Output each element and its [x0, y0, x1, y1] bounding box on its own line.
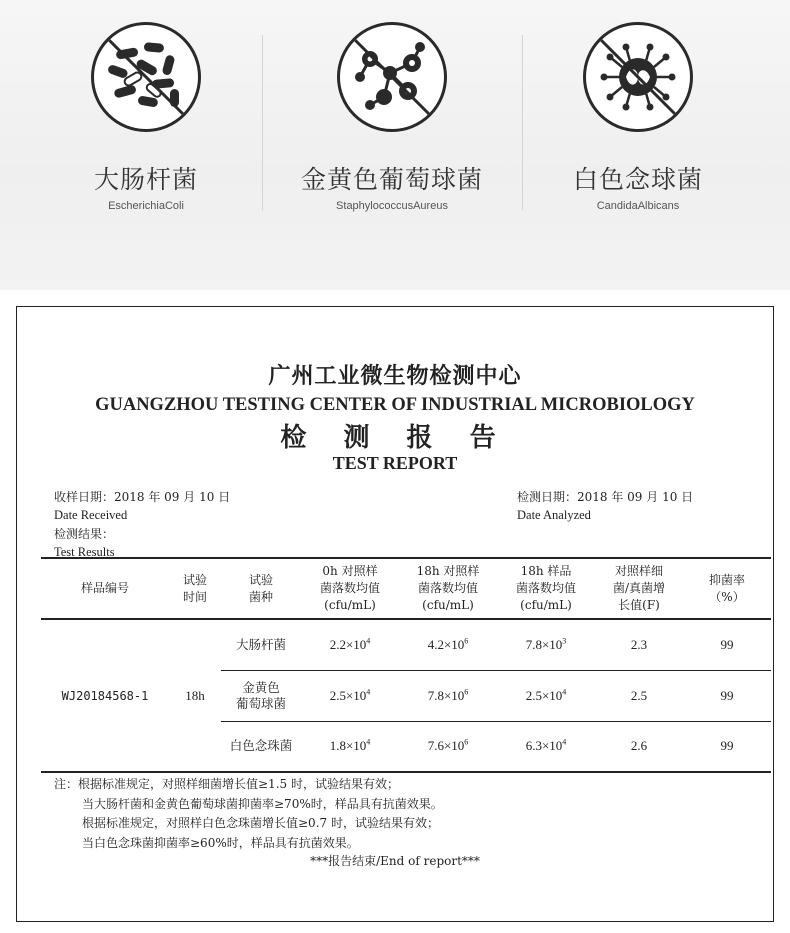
- microbe-name-cn: 金黄色葡萄球菌: [300, 165, 483, 194]
- divider: [522, 35, 523, 210]
- test-report: [16, 306, 774, 922]
- h18-control-cell: $7.6\times 10^6$: [399, 721, 497, 772]
- virus-prohibited-icon: [583, 22, 693, 132]
- header-inhibition-rate: 抑菌率 （%）: [683, 558, 771, 619]
- microbe-section: [0, 0, 790, 290]
- species-cell: 白色念珠菌: [221, 721, 301, 772]
- test-results-label: [54, 525, 115, 561]
- inhibition-rate-cell: 99: [683, 721, 771, 772]
- h18-control-cell: $4.2\times 10^6$: [399, 619, 497, 670]
- molecule-bacteria-prohibited-icon: [337, 22, 447, 132]
- growth-value-cell: 2.3: [595, 619, 683, 670]
- center-name-en: GUANGZHOU TESTING CENTER OF INDUSTRIAL MICROBIOLOGY: [95, 395, 695, 415]
- end-of-report: ***报告结束/End of report***: [310, 854, 480, 868]
- h0-cell: $2.5\times 10^4$: [301, 670, 399, 721]
- header-sample-id: 样品编号: [41, 558, 169, 619]
- date-analyzed-cn: 检测日期：2018 年 09 月 10 日: [517, 490, 694, 504]
- note-line: 根据标准规定，对照样白色念珠菌增长值≥0.7 时，试验结果有效；: [82, 816, 439, 830]
- table-row: [41, 619, 771, 670]
- microbe-candida: [538, 22, 738, 212]
- rod-bacteria-prohibited-icon: [91, 22, 201, 132]
- date-analyzed: [517, 488, 693, 524]
- h0-cell: $2.2\times 10^4$: [301, 619, 399, 670]
- test-results-cn: 检测结果：: [54, 527, 115, 541]
- report-title-en: TEST REPORT: [332, 453, 458, 473]
- results-table: [41, 557, 771, 773]
- test-time-cell: 18h: [169, 619, 221, 772]
- note-line: 当白色念珠菌抑菌率≥60%时，样品具有抗菌效果。: [82, 835, 359, 850]
- header-species: 试验 菌种: [221, 558, 301, 619]
- report-notes: [54, 775, 443, 853]
- center-name-cn: 广州工业微生物检测中心: [268, 364, 522, 389]
- header-test-time: 试验 时间: [169, 558, 221, 619]
- species-cell: 大肠杆菌: [221, 619, 301, 670]
- microbe-name-cn: 大肠杆菌: [93, 165, 198, 194]
- growth-value-cell: 2.6: [595, 721, 683, 772]
- microbe-ecoli: [46, 22, 246, 212]
- note-line: 当大肠杆菌和金黄色葡萄球菌抑菌率≥70%时，样品具有抗菌效果。: [82, 796, 443, 811]
- microbe-name-en: StaphylococcusAureus: [336, 200, 448, 212]
- date-received-cn: 收样日期：2018 年 09 月 10 日: [54, 490, 231, 504]
- divider: [262, 35, 263, 210]
- header-growth-value: 对照样细 菌/真菌增 长值(F): [595, 558, 683, 619]
- microbe-name-en: CandidaAlbicans: [596, 200, 680, 212]
- date-received: [54, 488, 230, 524]
- microbe-staph: [292, 22, 492, 212]
- h18-sample-cell: $2.5\times 10^4$: [497, 670, 595, 721]
- header-18h-sample: 18h 样品 菌落数均值 (cfu/mL): [497, 558, 595, 619]
- h18-sample-cell: $6.3\times 10^4$: [497, 721, 595, 772]
- growth-value-cell: 2.5: [595, 670, 683, 721]
- test-results-en: Test Results: [54, 545, 115, 559]
- sample-id-cell: WJ20184568-1: [41, 619, 169, 772]
- date-analyzed-en: Date Analyzed: [517, 508, 591, 522]
- header-0h-control: 0h 对照样 菌落数均值 (cfu/mL): [301, 558, 399, 619]
- h18-sample-cell: $7.8\times 10^3$: [497, 619, 595, 670]
- h0-cell: $1.8\times 10^4$: [301, 721, 399, 772]
- h18-control-cell: $7.8\times 10^6$: [399, 670, 497, 721]
- inhibition-rate-cell: 99: [683, 670, 771, 721]
- microbe-name-cn: 白色念球菌: [572, 165, 703, 194]
- inhibition-rate-cell: 99: [683, 619, 771, 670]
- header-18h-control: 18h 对照样 菌落数均值 (cfu/mL): [399, 558, 497, 619]
- date-received-en: Date Received: [54, 508, 128, 522]
- report-title-cn: 检 测 报 告: [280, 423, 510, 453]
- table-header-row: [41, 558, 771, 619]
- note-line: 注：根据标准规定，对照样细菌增长值≥1.5 时，试验结果有效；: [54, 777, 399, 791]
- microbe-name-en: EscherichiaColi: [108, 200, 184, 212]
- species-cell: 金黄色 葡萄球菌: [221, 670, 301, 721]
